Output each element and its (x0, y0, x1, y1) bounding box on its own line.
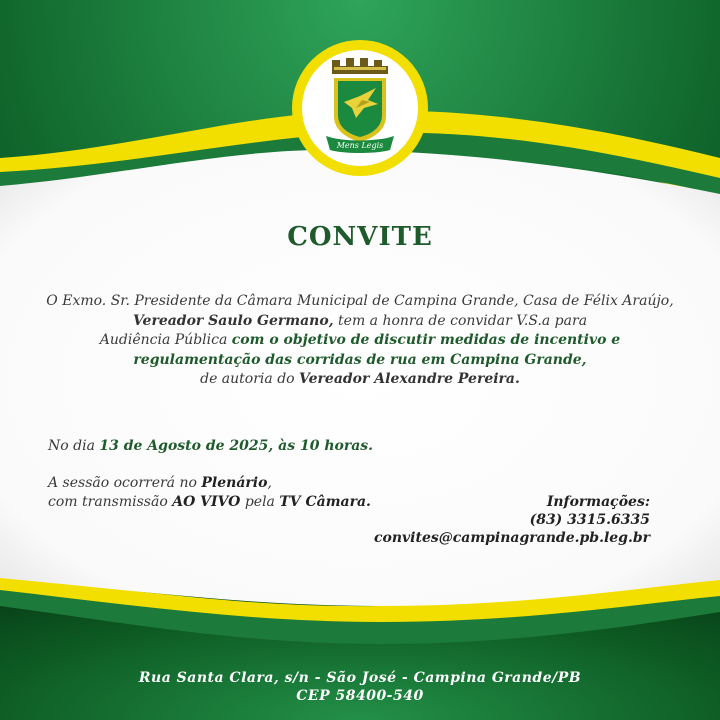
para-line-2: tem a honra de convidar V.S.a para (333, 312, 588, 329)
para-line-3: Audiência Pública (99, 332, 232, 348)
event-date (48, 438, 373, 454)
footer-address (0, 669, 720, 705)
contact-info (374, 493, 650, 547)
page-title: CONVITE (287, 222, 433, 252)
info-label: Informações: (546, 494, 650, 510)
para-line-1: O Exmo. Sr. Presidente da Câmara Municipal de Campina Grande, Casa de Félix Araújo, (46, 293, 674, 309)
date-value: 13 de Agosto de 2025, às 10 horas. (99, 438, 374, 454)
invitation-paragraph (40, 292, 680, 390)
cep-line: CEP 58400-540 (296, 688, 424, 704)
emblem-motto: Mens Legis (336, 141, 384, 150)
session-line-2-mid: pela (240, 494, 280, 510)
date-prefix: No dia (48, 438, 100, 454)
author-name: Vereador Alexandre Pereira. (299, 371, 520, 387)
session-line-2: com transmissão (48, 494, 173, 510)
tv-channel: TV Câmara. (279, 494, 371, 510)
venue: Plenário (201, 475, 268, 491)
session-details (48, 474, 371, 512)
hearing-purpose-2: regulamentação das corridas de rua em Campina Grande, (133, 351, 587, 368)
info-phone: (83) 3315.6335 (529, 512, 650, 528)
para-line-5: de autoria do (200, 371, 300, 387)
info-email: convites@campinagrande.pb.leg.br (373, 530, 650, 546)
address-line: Rua Santa Clara, s/n - São José - Campina Grande/PB (138, 670, 582, 686)
host-name: Vereador Saulo Germano, (132, 312, 334, 329)
live-label: AO VIVO (172, 494, 241, 510)
hearing-purpose-1: com o objetivo de discutir medidas de incentivo e (231, 332, 621, 348)
session-line-1: A sessão ocorrerá no (48, 475, 202, 491)
session-line-1-end: , (267, 475, 272, 491)
